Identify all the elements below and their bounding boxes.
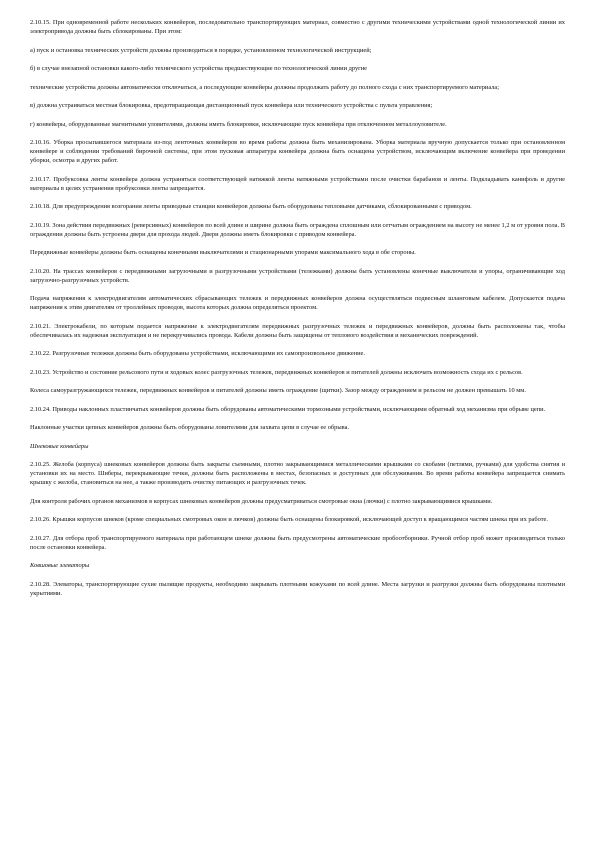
paragraph-2-10-21: 2.10.21. Электрокабели, по которым подается напряжение к электродвигателям передвижных разгрузочных тележек и передвижных конвейеров, должны быть расположены так, чтобы обеспечивалась их надежная эксплуатация и не перекручивались провода. Кабели должны быть защищены от теплового воздействия и механических повреждений. <box>30 322 565 339</box>
paragraph-2-10-26: 2.10.26. Крышки корпусов шнеков (кроме специальных смотровых окон и лючков) должны быть оснащены блокировкой, исключающей доступ к вращающимся частям шнека при их работе. <box>30 516 548 523</box>
paragraph-2-10-19: 2.10.19. Зона действия передвижных (реверсивных) конвейеров по всей длине и ширине должна быть ограждена сплошным или сетчатым ограждением на высоту не менее 1,2 м от уровня пола. В ограждении должны быть устроены двери для прохода людей. Двери должны иметь блокировки с приводом конвейера. <box>30 221 565 238</box>
paragraph-2-10-23-note: Колеса самоуразгружающихся тележек, передвижных конвейеров и питателей должны иметь ограждение (щитки). Зазор между ограждением и рельсом не должен превышать 10 мм. <box>30 387 526 394</box>
paragraph-2-10-15: 2.10.15. При одновременной работе нескольких конвейеров, последовательно транспортирующих материал, совместно с другими техническими устройствами одной технологической линии их электропривода должны быть сблокированы. При этом: <box>30 19 565 35</box>
paragraph-2-10-20: 2.10.20. На трассах конвейеров с передвижными загрузочными и разгрузочными устройствами (тележками) должны быть установлены конечные выключатели и упоры, ограничивающие ход загрузочно-разгрузочных устройств. <box>30 267 565 284</box>
section-heading-bucket-elevators: Ковшовые элеваторы <box>30 562 90 569</box>
paragraph-2-10-28: 2.10.28. Элеваторы, транспортирующие сухие пылящие продукты, необходимо закрывать плотными кожухами по всей длине. Места загрузки и разгрузки должны быть оборудованы плотными укрытиями. <box>30 580 565 597</box>
paragraph-2-10-27: 2.10.27. Для отбора проб транспортируемого материала при работающем шнеке должны быть предусмотрены автоматические пробоотборники. Ручной отбор проб может производиться только после остановки конвейера. <box>30 534 565 551</box>
paragraph-item-a: а) пуск и остановка технических устройств должны производиться в порядке, установленном технологической инструкцией; <box>30 46 372 54</box>
paragraph-item-b: б) в случае внезапной остановки какого-либо технического устройства предшествующие по технологической линии другие <box>30 65 368 72</box>
paragraph-2-10-18: 2.10.18. Для предупреждения возгорания ленты приводные станции конвейеров должны быть оборудованы тепловыми датчиками, сблокированными с приводом. <box>30 203 472 210</box>
paragraph-2-10-25-note: Для контроля рабочих органов механизмов в корпусах шнековых конвейеров должны предусматриваться смотровые окна (лючки) с плотно закрывающимися крышками. <box>30 497 493 505</box>
paragraph-2-10-17: 2.10.17. Пробуксовка ленты конвейера должна устраняться соответствующей натяжкой ленты натяжными устройствами после очистки барабанов и ленты. Подкладывать канифоль и другие материалы в целях устранения пробуксовки ленты запрещается. <box>30 175 565 192</box>
paragraph-2-10-24: 2.10.24. Приводы наклонных пластинчатых конвейеров должны быть оборудованы автоматическими тормозными устройствами, исключающими обратный ход механизма при обрыве цепи. <box>30 405 546 413</box>
document-body <box>30 18 565 598</box>
paragraph-2-10-24-note: Наклонные участки цепных конвейеров должны быть оборудованы ловителями для захвата цепи в случае ее обрыва. <box>30 424 350 431</box>
paragraph-2-10-20-note: Подача напряжения к электродвигателям автоматических сбрасывающих тележек и передвижных конвейеров должна осуществляться подвесным шланговым кабелем. Допускается подача напряжения к этим двигателям от троллейных проводов, высота которых должна определяться проектом. <box>30 295 565 311</box>
paragraph-2-10-23: 2.10.23. Устройство и состояние рельсового пути и ходовых колес разгрузочных тележек, передвижных конвейеров и питателей должны исключать возможность схода их с рельсов. <box>30 368 523 376</box>
paragraph-2-10-16: 2.10.16. Уборка просыпавшегося материала из-под ленточных конвейеров во время работы должна быть механизирована. Уборка материала вручную допускается только при остановленном конвейере и соблюдении требований бирочной системы, при этом пусковая аппаратура конвейера должна быть оснащена устройством, исключающим включение конвейера при проведении уборки, осмотра и других работ. <box>30 139 565 164</box>
paragraph-2-10-22: 2.10.22. Разгрузочные тележки должны быть оборудованы устройствами, исключающими их самопроизвольное движение. <box>30 350 365 357</box>
paragraph-2-10-25: 2.10.25. Желоба (корпуса) шнековых конвейеров должны быть закрыты съемными, плотно закрывающимися металлическими крышками со скобами (петлями, ручками) для удобства снятия и установки их на место. Шиберы, перекрывающие течки, должны быть расположены в местах, безопасных и доступных для обслуживания. Во время работы конвейера запрещается снимать крышку с желоба, становиться на нее, а также производить очистку питающих и разгрузочных течек. <box>30 461 565 486</box>
section-heading-screw-conveyors: Шнековые конвейеры <box>30 442 89 450</box>
paragraph-item-g: г) конвейеры, оборудованные магнитными уловителями, должны иметь блокировки, исключающие пуск конвейера при отключенном металлоуловителе. <box>30 120 447 128</box>
paragraph-item-v: в) должна устраиваться местная блокировка, предотвращающая дистанционный пуск конвейера или технического устройства с пульта управления; <box>30 102 433 109</box>
paragraph-item-b-continued: технические устройства должны автоматически отключаться, а последующие конвейеры должны продолжать работу до полного схода с них транспортируемого материала; <box>30 83 500 91</box>
paragraph-2-10-19-note: Передвижные конвейеры должны быть оснащены конечными выключателями и стационарными упорами максимального хода в обе стороны. <box>30 249 416 256</box>
